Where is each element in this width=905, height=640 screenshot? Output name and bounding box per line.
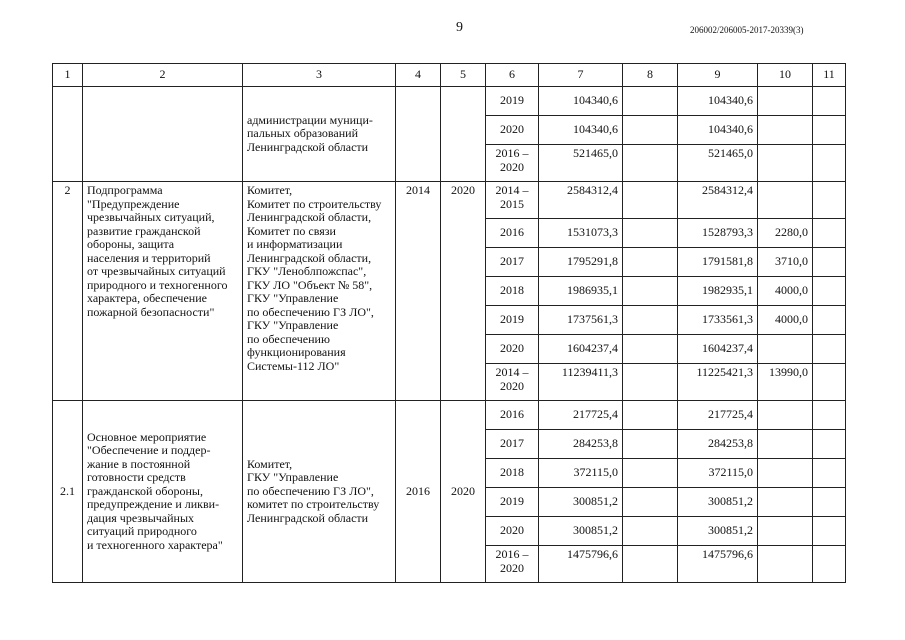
- regional-funding-cell: 284253,8: [678, 430, 758, 459]
- other-funding-cell: [813, 306, 846, 335]
- total-funding-cell: 372115,0: [539, 459, 623, 488]
- local-funding-cell: [758, 459, 813, 488]
- item-name-cell: Подпрограмма "Предупреждение чрезвычайных ситуаций, развитие гражданской обороны, защита населения и территорий от чрезвычайных ситуаций природного и техногенного характера, обеспечение пожарной безопасности": [83, 182, 243, 401]
- regional-funding-cell: 1733561,3: [678, 306, 758, 335]
- local-funding-cell: [758, 335, 813, 364]
- program-table: [52, 63, 846, 583]
- table-row: [53, 87, 846, 116]
- local-funding-cell: [758, 116, 813, 145]
- column-header: 8: [623, 64, 678, 87]
- column-header: 7: [539, 64, 623, 87]
- federal-funding-cell: [623, 401, 678, 430]
- column-header: 10: [758, 64, 813, 87]
- total-funding-cell: 1795291,8: [539, 248, 623, 277]
- total-funding-cell: 217725,4: [539, 401, 623, 430]
- total-funding-cell: 1604237,4: [539, 335, 623, 364]
- local-funding-cell: [758, 87, 813, 116]
- federal-funding-cell: [623, 87, 678, 116]
- federal-funding-cell: [623, 182, 678, 219]
- period-cell: 2020: [486, 116, 539, 145]
- regional-funding-cell: 2584312,4: [678, 182, 758, 219]
- period-cell: 2016 – 2020: [486, 546, 539, 583]
- other-funding-cell: [813, 335, 846, 364]
- local-funding-cell: [758, 517, 813, 546]
- total-funding-cell: 521465,0: [539, 145, 623, 182]
- regional-funding-cell: 521465,0: [678, 145, 758, 182]
- other-funding-cell: [813, 277, 846, 306]
- period-cell: 2020: [486, 517, 539, 546]
- item-number-cell: 2: [53, 182, 83, 401]
- local-funding-cell: 4000,0: [758, 306, 813, 335]
- federal-funding-cell: [623, 517, 678, 546]
- period-cell: 2014 – 2020: [486, 364, 539, 401]
- other-funding-cell: [813, 219, 846, 248]
- period-cell: 2014 – 2015: [486, 182, 539, 219]
- federal-funding-cell: [623, 364, 678, 401]
- local-funding-cell: [758, 145, 813, 182]
- column-header-row: [53, 64, 846, 87]
- column-header: 1: [53, 64, 83, 87]
- regional-funding-cell: 372115,0: [678, 459, 758, 488]
- item-name-cell: Основное мероприятие "Обеспечение и поддер- жание в постоянной готовности средств гражданской обороны, предупреждение и ликви- дация чрезвычайных ситуаций природного и техногенного характера": [83, 401, 243, 583]
- column-header: 2: [83, 64, 243, 87]
- regional-funding-cell: 217725,4: [678, 401, 758, 430]
- local-funding-cell: [758, 401, 813, 430]
- regional-funding-cell: 1791581,8: [678, 248, 758, 277]
- federal-funding-cell: [623, 546, 678, 583]
- start-year-cell: 2016: [396, 401, 441, 583]
- item-number-cell: [53, 87, 83, 182]
- period-cell: 2019: [486, 87, 539, 116]
- federal-funding-cell: [623, 459, 678, 488]
- period-cell: 2017: [486, 248, 539, 277]
- total-funding-cell: 1531073,3: [539, 219, 623, 248]
- federal-funding-cell: [623, 335, 678, 364]
- executor-cell: Комитет, ГКУ "Управление по обеспечению ГЗ ЛО", комитет по строительству Ленинградской области: [243, 401, 396, 583]
- other-funding-cell: [813, 182, 846, 219]
- table-row: [53, 401, 846, 430]
- local-funding-cell: [758, 182, 813, 219]
- executor-cell: администрации муници- пальных образований Ленинградской области: [243, 87, 396, 182]
- period-cell: 2016: [486, 401, 539, 430]
- local-funding-cell: 13990,0: [758, 364, 813, 401]
- item-name-cell: [83, 87, 243, 182]
- other-funding-cell: [813, 248, 846, 277]
- regional-funding-cell: 300851,2: [678, 517, 758, 546]
- local-funding-cell: [758, 430, 813, 459]
- regional-funding-cell: 104340,6: [678, 116, 758, 145]
- total-funding-cell: 11239411,3: [539, 364, 623, 401]
- other-funding-cell: [813, 459, 846, 488]
- federal-funding-cell: [623, 488, 678, 517]
- start-year-cell: 2014: [396, 182, 441, 401]
- federal-funding-cell: [623, 306, 678, 335]
- total-funding-cell: 1475796,6: [539, 546, 623, 583]
- column-header: 5: [441, 64, 486, 87]
- federal-funding-cell: [623, 430, 678, 459]
- period-cell: 2019: [486, 306, 539, 335]
- total-funding-cell: 300851,2: [539, 488, 623, 517]
- other-funding-cell: [813, 116, 846, 145]
- period-cell: 2017: [486, 430, 539, 459]
- period-cell: 2019: [486, 488, 539, 517]
- period-cell: 2016 – 2020: [486, 145, 539, 182]
- regional-funding-cell: 104340,6: [678, 87, 758, 116]
- local-funding-cell: 4000,0: [758, 277, 813, 306]
- column-header: 9: [678, 64, 758, 87]
- total-funding-cell: 104340,6: [539, 87, 623, 116]
- other-funding-cell: [813, 430, 846, 459]
- regional-funding-cell: 1982935,1: [678, 277, 758, 306]
- item-number-cell: 2.1: [53, 401, 83, 583]
- local-funding-cell: 3710,0: [758, 248, 813, 277]
- regional-funding-cell: 1475796,6: [678, 546, 758, 583]
- local-funding-cell: [758, 546, 813, 583]
- other-funding-cell: [813, 401, 846, 430]
- regional-funding-cell: 11225421,3: [678, 364, 758, 401]
- total-funding-cell: 300851,2: [539, 517, 623, 546]
- federal-funding-cell: [623, 248, 678, 277]
- total-funding-cell: 1737561,3: [539, 306, 623, 335]
- local-funding-cell: 2280,0: [758, 219, 813, 248]
- page-number: 9: [456, 20, 463, 35]
- total-funding-cell: 284253,8: [539, 430, 623, 459]
- period-cell: 2018: [486, 459, 539, 488]
- federal-funding-cell: [623, 277, 678, 306]
- column-header: 4: [396, 64, 441, 87]
- regional-funding-cell: 1604237,4: [678, 335, 758, 364]
- end-year-cell: 2020: [441, 182, 486, 401]
- table-row: [53, 182, 846, 219]
- federal-funding-cell: [623, 116, 678, 145]
- total-funding-cell: 104340,6: [539, 116, 623, 145]
- period-cell: 2020: [486, 335, 539, 364]
- other-funding-cell: [813, 546, 846, 583]
- total-funding-cell: 2584312,4: [539, 182, 623, 219]
- executor-cell: Комитет, Комитет по строительству Ленинградской области, Комитет по связи и информатизации Ленинградской области, ГКУ "Леноблпожспас", ГКУ ЛО "Объект № 58", ГКУ "Управление по обеспечению ГЗ ЛО", ГКУ "Управление по обеспечению функционирования Системы-112 ЛО": [243, 182, 396, 401]
- regional-funding-cell: 300851,2: [678, 488, 758, 517]
- federal-funding-cell: [623, 145, 678, 182]
- other-funding-cell: [813, 517, 846, 546]
- end-year-cell: 2020: [441, 401, 486, 583]
- federal-funding-cell: [623, 219, 678, 248]
- other-funding-cell: [813, 145, 846, 182]
- column-header: 11: [813, 64, 846, 87]
- total-funding-cell: 1986935,1: [539, 277, 623, 306]
- local-funding-cell: [758, 488, 813, 517]
- period-cell: 2018: [486, 277, 539, 306]
- period-cell: 2016: [486, 219, 539, 248]
- other-funding-cell: [813, 488, 846, 517]
- start-year-cell: [396, 87, 441, 182]
- other-funding-cell: [813, 87, 846, 116]
- regional-funding-cell: 1528793,3: [678, 219, 758, 248]
- column-header: 6: [486, 64, 539, 87]
- other-funding-cell: [813, 364, 846, 401]
- end-year-cell: [441, 87, 486, 182]
- column-header: 3: [243, 64, 396, 87]
- document-reference: 206002/206005-2017-20339(3): [690, 25, 804, 35]
